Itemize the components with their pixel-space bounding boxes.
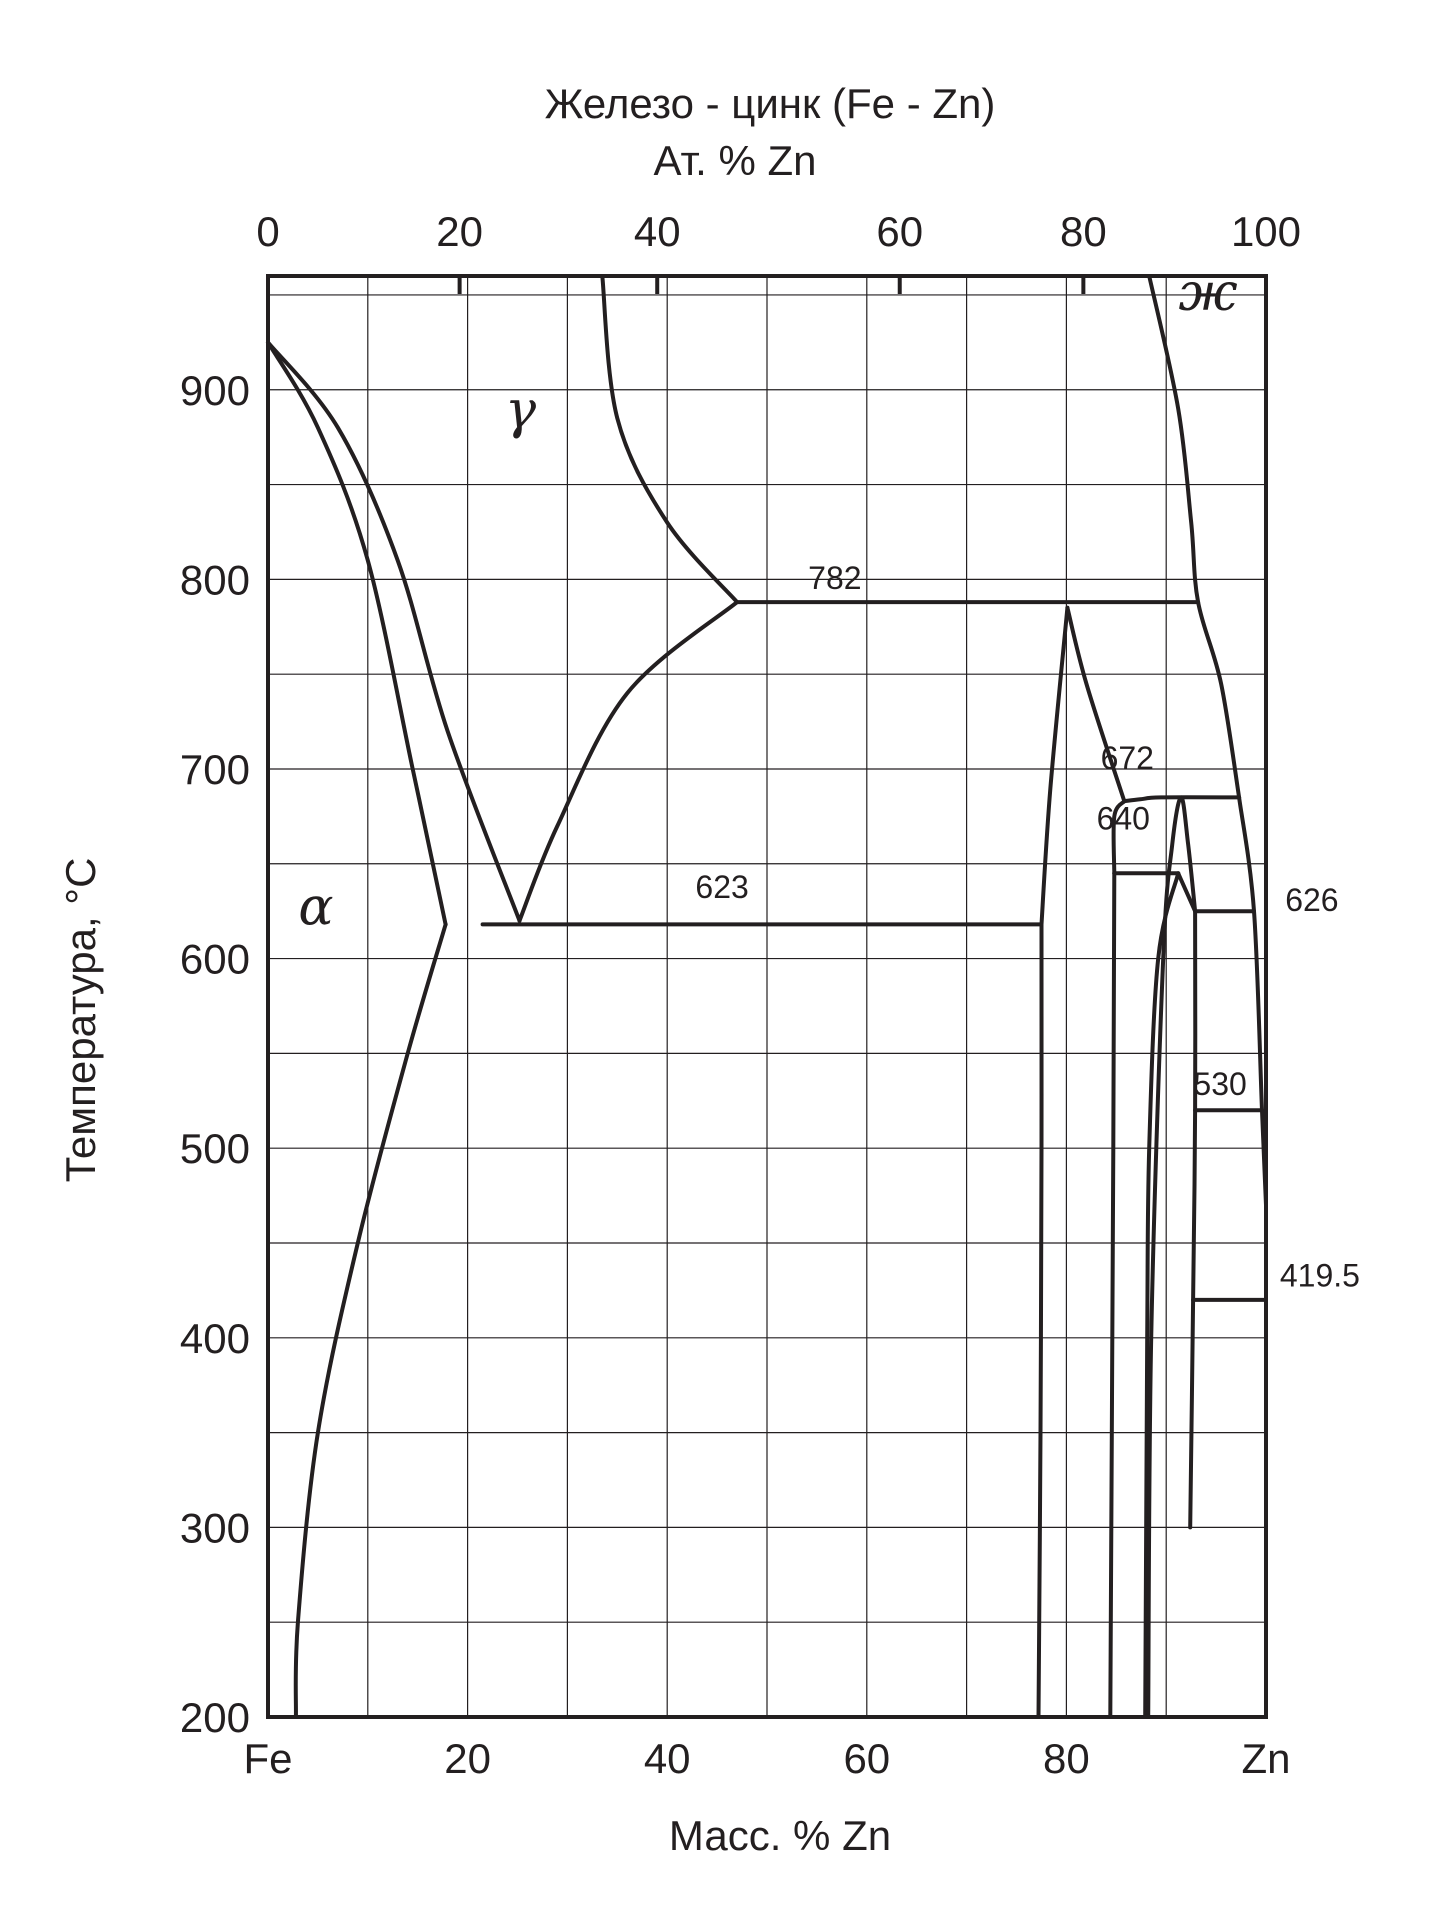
y-tick-label: 700 (179, 745, 250, 793)
temperature-label: 623 (695, 868, 749, 905)
temperature-label: 640 (1096, 800, 1150, 837)
phase-label: α (298, 877, 334, 938)
y-tick-label: 600 (179, 935, 250, 983)
top-tick-label: 60 (876, 208, 924, 255)
y-tick-label: 400 (179, 1314, 250, 1362)
chart-title: Железо - цинк (Fe - Zn) (544, 80, 996, 127)
x-tick-label: 80 (1043, 1735, 1090, 1782)
phase-label: γ (504, 380, 537, 441)
top-tick-label: 0 (256, 208, 280, 255)
y-tick-label: 300 (179, 1504, 250, 1552)
x-axis-label: Масс. % Zn (668, 1812, 892, 1859)
y-tick-label: 900 (179, 366, 250, 414)
phase-boundary-line (296, 924, 446, 1717)
x-tick-label: 60 (843, 1735, 891, 1782)
top-tick-label: 80 (1060, 208, 1107, 255)
temperature-label: 530 (1193, 1066, 1247, 1103)
x-tick-label: Fe (243, 1735, 293, 1782)
y-tick-label: 200 (179, 1694, 250, 1741)
phase-boundary-line (1039, 924, 1042, 1717)
chart-subtitle: Ат. % Zn (653, 137, 817, 184)
x-tick-label: Zn (1241, 1735, 1291, 1782)
annotations (298, 263, 1360, 1293)
phase-boundary-line (1110, 873, 1114, 1717)
temperature-label: 782 (808, 559, 862, 596)
top-tick-label: 20 (436, 208, 483, 255)
temperature-label: 626 (1285, 882, 1339, 919)
phase-boundary-line (602, 276, 737, 602)
phase-boundary-line (1149, 276, 1239, 797)
temperature-label: 419.5 (1279, 1257, 1360, 1294)
phase-boundary-line (1042, 608, 1068, 925)
phase-boundary-line (268, 342, 520, 920)
top-tick-label: 40 (633, 208, 681, 255)
phase-boundary-line (1239, 797, 1266, 1205)
y-tick-label: 800 (179, 556, 250, 604)
phase-boundary-line (1190, 911, 1195, 1527)
y-axis-label: Температура, °C (57, 857, 104, 1183)
grid (268, 276, 1266, 1717)
top-tick-label: 100 (1230, 208, 1302, 255)
y-tick-label: 500 (179, 1125, 250, 1173)
phase-label: ж (1178, 263, 1238, 324)
temperature-label: 672 (1100, 739, 1154, 776)
x-tick-label: 40 (643, 1735, 691, 1782)
phase-boundary-line (1148, 797, 1195, 1717)
x-tick-label: 20 (444, 1735, 491, 1782)
